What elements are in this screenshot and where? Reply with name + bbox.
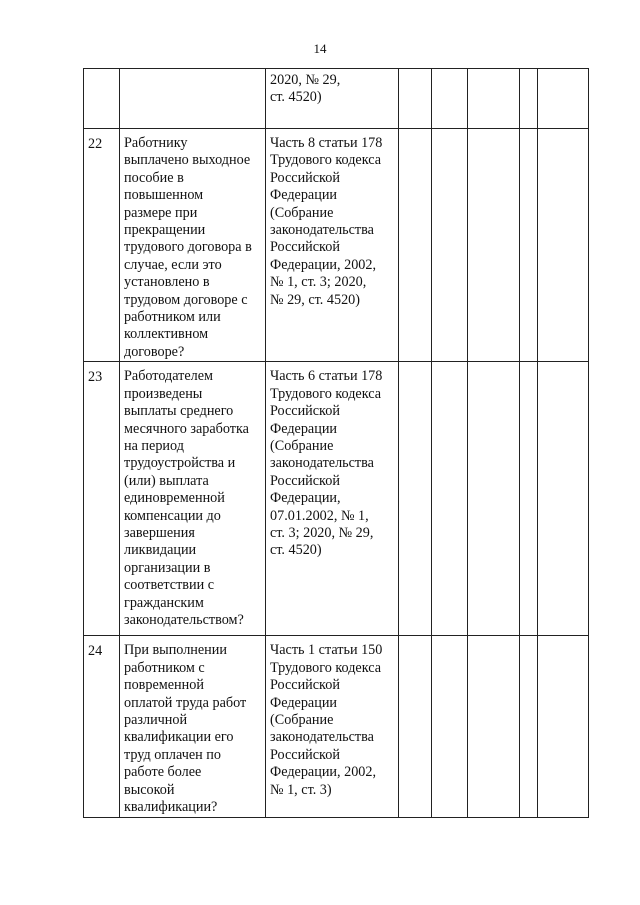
row-number: 22	[88, 136, 103, 152]
notes-cell	[538, 69, 589, 129]
question-text: Работодателем произведены выплаты среднего месячного заработка на период трудоустройства и (или) выплата единовременной компенсации до завершения ликвидации организации в соответствии с гражданским законодательством?	[124, 368, 249, 628]
answer-cell-extra	[520, 636, 538, 818]
legal-reference-text: Часть 1 статьи 150 Трудового кодекса Российской Федерации (Собрание законодательства Российской Федерации, 2002, № 1, ст. 3)	[270, 642, 383, 798]
answer-cell-no	[432, 362, 468, 636]
question-cell	[120, 636, 266, 818]
answer-cell-not-applicable	[468, 636, 520, 818]
legal-reference-text: Часть 6 статьи 178 Трудового кодекса Российской Федерации (Собрание законодательства Российской Федерации, 07.01.2002, № 1, ст. 3; 2020, № 29, ст. 4520)	[270, 368, 383, 559]
reference-cell	[266, 129, 399, 362]
answer-cell-not-applicable	[468, 129, 520, 362]
answer-cell-no	[432, 129, 468, 362]
table-row	[84, 636, 589, 818]
row-number-cell	[84, 636, 120, 818]
notes-cell	[538, 362, 589, 636]
row-number: 23	[88, 369, 103, 386]
notes-cell	[538, 129, 589, 362]
answer-cell-no	[432, 69, 468, 129]
answer-cell-yes	[399, 69, 432, 129]
row-number-cell	[84, 129, 120, 362]
answer-cell-extra	[520, 69, 538, 129]
answer-cell-not-applicable	[468, 69, 520, 129]
reference-cell	[266, 362, 399, 636]
answer-cell-yes	[399, 362, 432, 636]
reference-cell	[266, 636, 399, 818]
answer-cell-extra	[520, 362, 538, 636]
legal-reference-text: Часть 8 статьи 178 Трудового кодекса Российской Федерации (Собрание законодательства Российской Федерации, 2002, № 1, ст. 3; 2020, № 29, ст. 4520)	[270, 135, 383, 308]
question-cell	[120, 69, 266, 129]
answer-cell-yes	[399, 636, 432, 818]
question-text: При выполнении работником с повременной оплатой труда работ различной квалификации его труд оплачен по работе более высокой квалификации?	[124, 642, 247, 815]
question-cell	[120, 129, 266, 362]
answer-cell-extra	[520, 129, 538, 362]
legal-reference-text: 2020, № 29, ст. 4520)	[270, 72, 341, 106]
notes-cell	[538, 636, 589, 818]
table-row	[84, 69, 589, 129]
question-text: Работнику выплачено выходное пособие в повышенном размере при прекращении трудового договора в случае, если это установлено в трудовом договоре с работником или коллективном договоре?	[124, 135, 252, 360]
page-number: 14	[313, 41, 327, 56]
checklist-table	[83, 68, 589, 818]
table-row	[84, 362, 589, 636]
answer-cell-yes	[399, 129, 432, 362]
row-number-cell	[84, 362, 120, 636]
reference-cell	[266, 69, 399, 129]
row-number-cell	[84, 69, 120, 129]
row-number: 24	[88, 643, 103, 660]
row-number	[88, 72, 116, 76]
answer-cell-not-applicable	[468, 362, 520, 636]
answer-cell-no	[432, 636, 468, 818]
question-cell	[120, 362, 266, 636]
table-row	[84, 129, 589, 362]
